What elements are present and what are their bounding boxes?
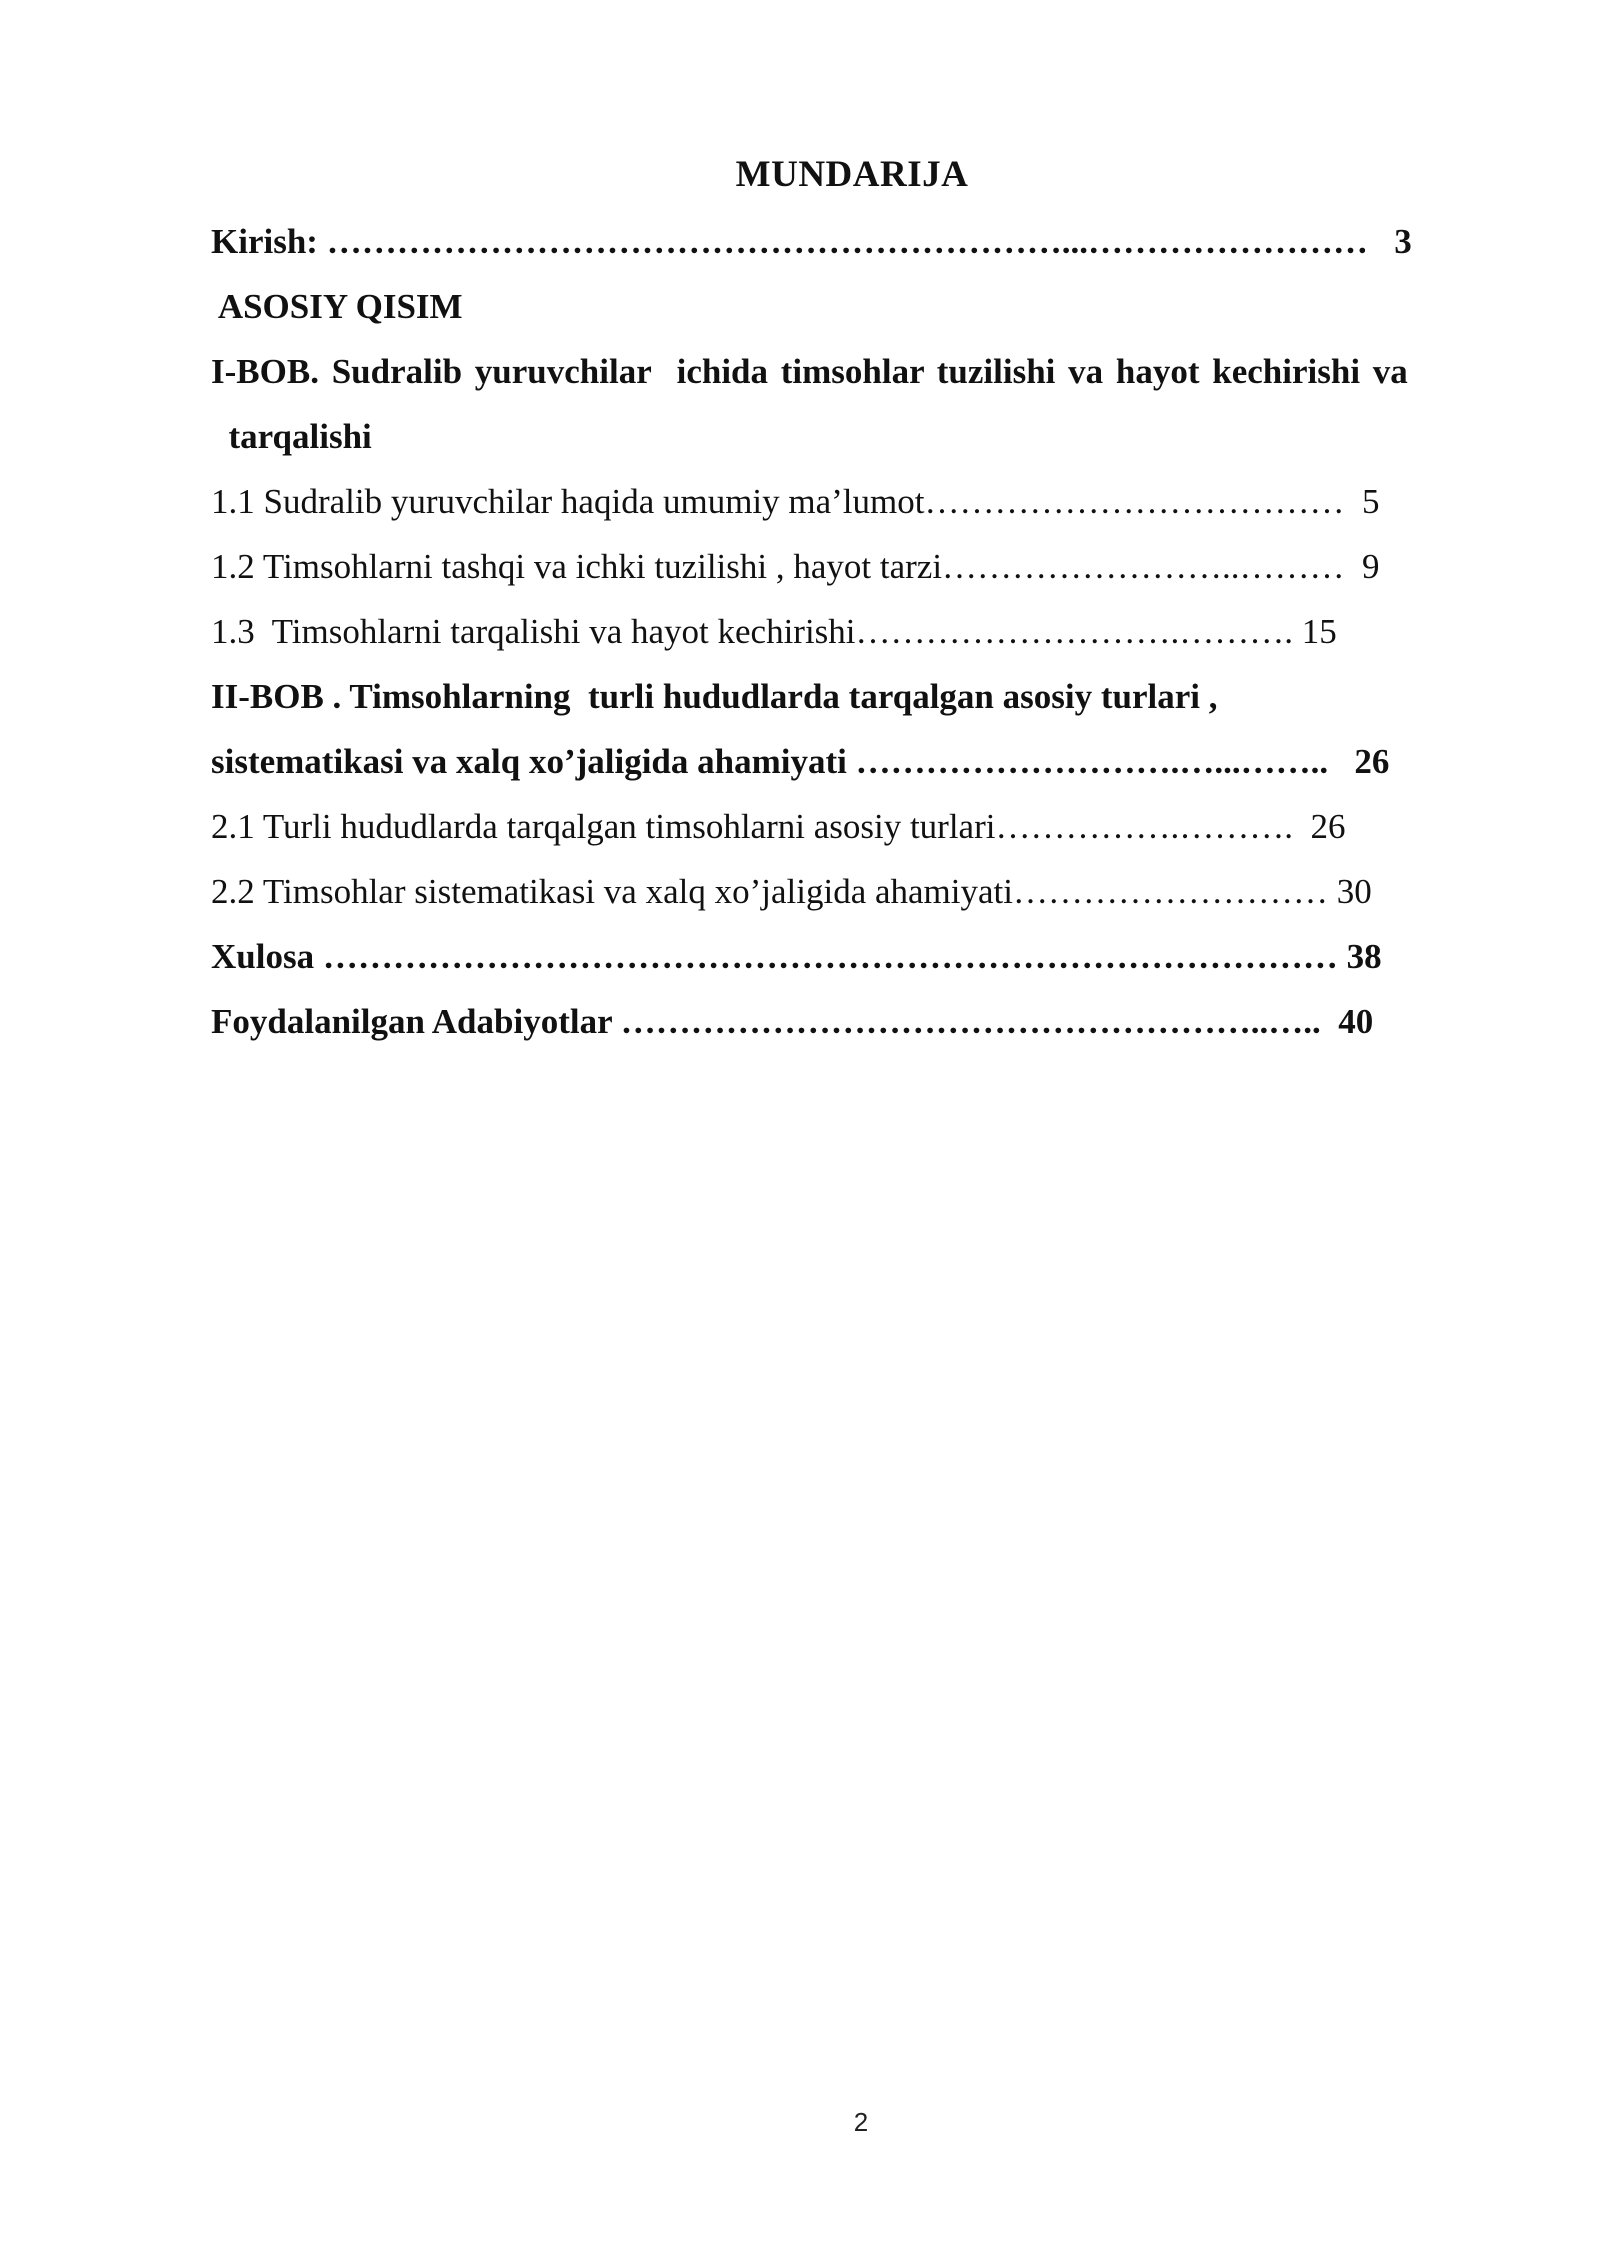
toc-title: MUNDARIJA xyxy=(735,154,969,195)
toc-chapter-1-title-cont: tarqalishi xyxy=(211,417,372,456)
toc-entry-adabiyotlar: Foydalanilgan Adabiyotlar ………………………………………………..….. 40 xyxy=(211,1002,1374,1041)
toc-chapter-2-title-cont: sistematikasi va xalq xo’jaligida ahamiyati ……………………….…...…….. 26 xyxy=(211,742,1390,781)
toc-entry-1-2: 1.2 Timsohlarni tashqi va ichki tuzilishi , hayot tarzi……………………..……… 9 xyxy=(211,547,1380,586)
toc-entry-xulosa: Xulosa …………………………………………………………………………… 38 xyxy=(211,937,1382,976)
toc-section-asosiy-qisim: ASOSIY QISIM xyxy=(211,287,463,326)
toc-entry-1-1: 1.1 Sudralib yuruvchilar haqida umumiy ma’lumot……………………………… 5 xyxy=(211,482,1380,521)
toc-entry-1-3: 1.3 Timsohlarni tarqalishi va hayot kechirishi……………………….………. 15 xyxy=(211,612,1337,651)
page-number: 2 xyxy=(853,2107,869,2137)
toc-chapter-1-title: I-BOB. Sudralib yuruvchilar ichida timsohlar tuzilishi va hayot kechirishi va xyxy=(211,352,1408,391)
toc-entry-kirish: Kirish: ………………………………………………………...…………………… 3 xyxy=(211,222,1412,261)
toc-entry-2-2: 2.2 Timsohlar sistematikasi va xalq xo’jaligida ahamiyati……………………… 30 xyxy=(211,872,1372,911)
toc-entry-2-1: 2.1 Turli hududlarda tarqalgan timsohlarni asosiy turlari…………….………. 26 xyxy=(211,807,1346,846)
toc-chapter-2-title: II-BOB . Timsohlarning turli hududlarda tarqalgan asosiy turlari , xyxy=(211,677,1218,716)
